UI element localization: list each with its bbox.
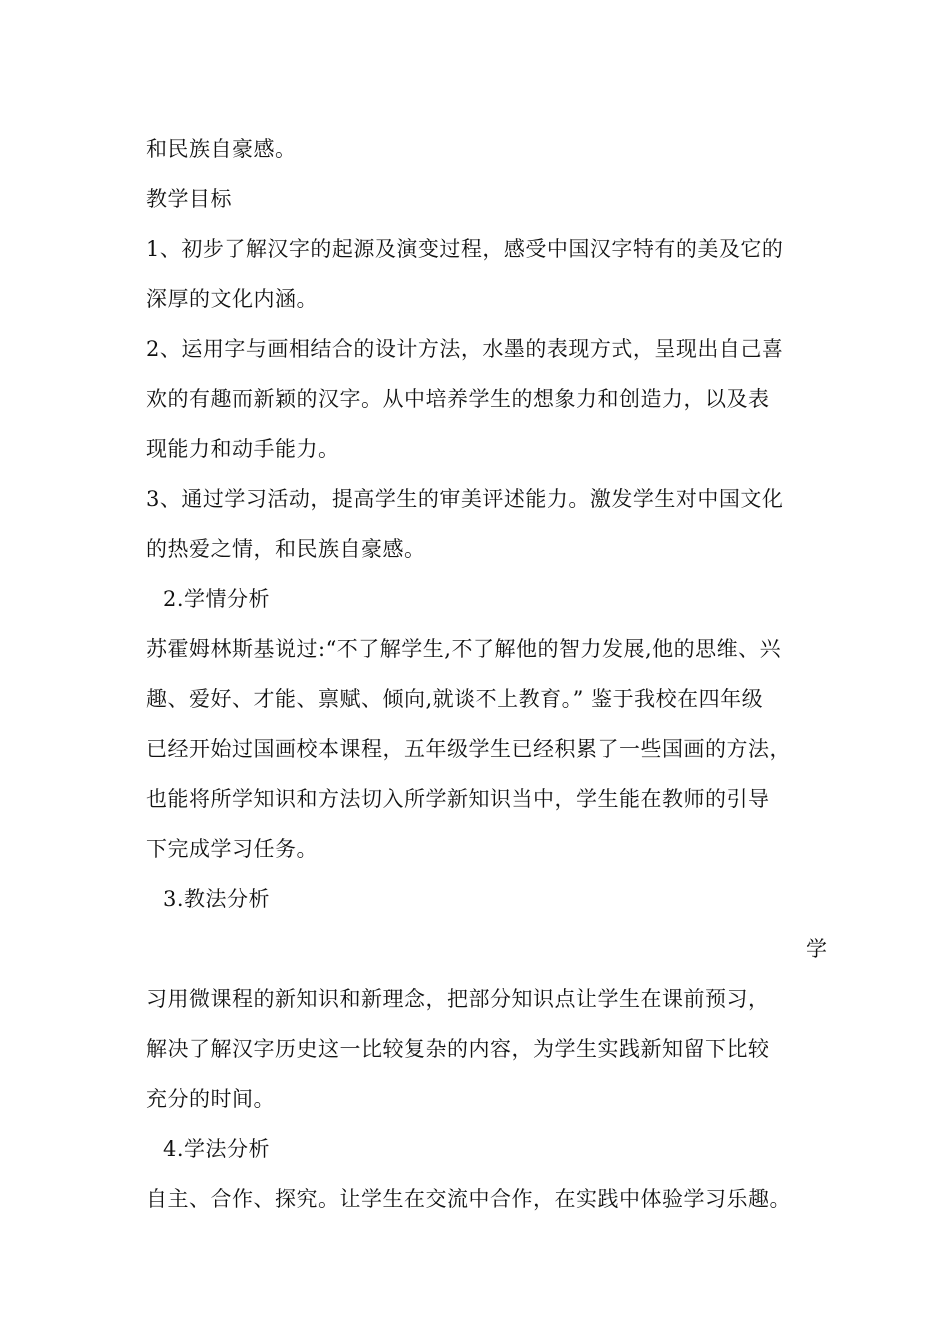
paragraph-line: 现能力和动手能力。 (146, 437, 340, 461)
paragraph-line: 和民族自豪感。 (146, 137, 297, 161)
section-heading: 2.学情分析 (163, 587, 271, 611)
paragraph-line: 的热爱之情，和民族自豪感。 (146, 537, 426, 561)
paragraph-line: 趣、爱好、才能、禀赋、倾向,就谈不上教育。” 鉴于我校在四年级 (146, 687, 764, 711)
paragraph-line: 3、通过学习活动，提高学生的审美评述能力。激发学生对中国文化 (146, 487, 784, 511)
section-heading: 3.教法分析 (163, 887, 271, 911)
paragraph-line: 习用微课程的新知识和新理念，把部分知识点让学生在课前预习， (146, 987, 770, 1011)
paragraph-line: 下完成学习任务。 (146, 837, 318, 861)
section-heading: 教学目标 (146, 187, 232, 211)
paragraph-line: 也能将所学知识和方法切入所学新知识当中，学生能在教师的引导 (146, 787, 770, 811)
paragraph-line: 深厚的文化内涵。 (146, 287, 318, 311)
section-heading: 4.学法分析 (163, 1137, 271, 1161)
paragraph-line: 充分的时间。 (146, 1087, 275, 1111)
paragraph-line: 已经开始过国画校本课程，五年级学生已经积累了一些国画的方法， (146, 737, 791, 761)
paragraph-line: 2、运用字与画相结合的设计方法，水墨的表现方式，呈现出自己喜 (146, 337, 784, 361)
paragraph-line: 苏霍姆林斯基说过:“不了解学生,不了解他的智力发展,他的思维、兴 (146, 637, 782, 661)
paragraph-line: 解决了解汉字历史这一比较复杂的内容，为学生实践新知留下比较 (146, 1037, 770, 1061)
paragraph-line: 1、初步了解汉字的起源及演变过程，感受中国汉字特有的美及它的 (146, 237, 784, 261)
paragraph-line: 学 (806, 937, 828, 961)
paragraph-line: 自主、合作、探究。让学生在交流中合作，在实践中体验学习乐趣。 (146, 1187, 791, 1211)
paragraph-line: 欢的有趣而新颖的汉字。从中培养学生的想象力和创造力，以及表 (146, 387, 770, 411)
